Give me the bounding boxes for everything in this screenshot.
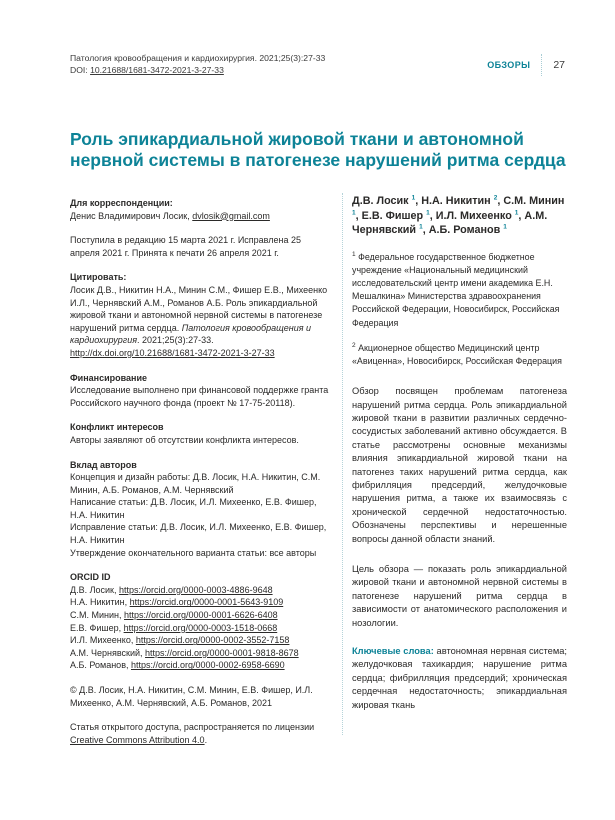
orcid-section: [70, 571, 332, 672]
doi-link[interactable]: 10.21688/1681-3472-2021-3-27-33: [90, 65, 224, 75]
orcid-entry: [70, 596, 332, 609]
keywords-block: [352, 645, 567, 712]
correspondence-heading: Для корреспонденции:: [70, 198, 173, 208]
correspondence-email-link[interactable]: dvlosik@gmail.com: [192, 210, 270, 221]
cite-doi-line: [70, 347, 332, 360]
author-affiliation-superscript: 2: [493, 194, 498, 202]
orcid-author-name: А.М. Чернявский,: [70, 647, 146, 658]
correspondence-name: Денис Владимирович Лосик,: [70, 210, 193, 221]
author-affiliation-superscript: 1: [411, 194, 416, 202]
author-separator: ,: [415, 195, 422, 207]
citation-section: [70, 271, 332, 359]
right-column: [352, 194, 567, 712]
contrib-line: Концепция и дизайн работы: Д.В. Лосик, Н.А. Никитин, С.М. Минин, А.Б. Романов, А.М. Чернявский: [70, 472, 321, 495]
author-affiliation-superscript: 1: [352, 208, 356, 216]
coi-text: Авторы заявляют об отсутствии конфликта интересов.: [70, 434, 299, 445]
orcid-link[interactable]: https://orcid.org/0000-0001-6626-6408: [124, 610, 278, 621]
header-dotted-divider: [541, 54, 542, 76]
page-number: 27: [553, 59, 565, 71]
author-separator: ,: [422, 224, 429, 236]
affiliation: [352, 251, 567, 330]
author-contributions-section: [70, 459, 332, 560]
funding-text: Исследование выполнено при финансовой поддержке гранта Российского научного фонда (проект № 17-75-20118).: [70, 385, 329, 408]
orcid-entry: [70, 584, 332, 597]
contrib-lines: [70, 471, 332, 559]
author-separator: ,: [497, 195, 504, 207]
copyright-section: [70, 684, 332, 709]
license-link[interactable]: Creative Commons Attribution 4.0: [70, 734, 205, 745]
orcid-heading: ORCID ID: [70, 572, 111, 583]
author-affiliation-superscript: 1: [426, 208, 430, 216]
license-period: .: [204, 734, 208, 745]
author-affiliation-superscript: 1: [503, 223, 507, 231]
orcid-entry: [70, 609, 332, 622]
received-text: Поступила в редакцию 15 марта 2021 г. Исправлена 25 апреля 2021 г. Принята к печати 26 апреля 2021 г.: [70, 235, 301, 258]
section-label: ОБЗОРЫ: [487, 60, 531, 70]
keywords-label: Ключевые слова:: [352, 646, 434, 657]
author-name: С.М. Минин: [503, 195, 565, 207]
article-title: [70, 129, 570, 171]
affiliation-text: Акционерное общество Медицинский центр «Авиценна», Новосибирск, Российская Федерация: [352, 342, 562, 366]
cite-journal-name: Патология кровообращения и кардиохирургия: [70, 322, 312, 346]
received-section: [70, 234, 332, 259]
orcid-entry: [70, 634, 332, 647]
orcid-author-name: Д.В. Лосик,: [70, 584, 119, 595]
author-separator: ,: [355, 209, 362, 222]
author-name: Н.А. Никитин: [421, 195, 494, 207]
header-right-block: [487, 54, 565, 76]
author-name: А.Б. Романов: [428, 224, 504, 236]
orcid-author-name: С.М. Минин,: [70, 610, 124, 621]
orcid-entry: [70, 622, 332, 635]
author-name: А.М. Чернявский: [352, 209, 548, 236]
doi-line: [70, 64, 325, 76]
orcid-link[interactable]: https://orcid.org/0000-0003-4886-9648: [118, 584, 273, 595]
affiliations-list: [352, 251, 567, 369]
contrib-heading: Вклад авторов: [70, 459, 137, 470]
coi-heading: Конфликт интересов: [70, 422, 164, 433]
left-column: [70, 197, 332, 758]
conflict-of-interest-section: [70, 421, 332, 446]
cite-doi-link[interactable]: http://dx.doi.org/10.21688/1681-3472-2021-3-27-33: [70, 347, 275, 358]
author-name: И.Л. Михеенко: [435, 209, 515, 222]
license-text: Статья открытого доступа, распространяется по лицензии: [70, 722, 315, 733]
orcid-author-name: Н.А. Никитин,: [70, 597, 130, 608]
authors-list: [352, 194, 567, 238]
copyright-text: © Д.В. Лосик, Н.А. Никитин, С.М. Минин, Е.В. Фишер, И.Л. Михеенко, А.М. Чернявский, А.Б. Романов, 2021: [70, 685, 313, 708]
cite-body: [70, 284, 332, 347]
author-affiliation-superscript: 1: [514, 208, 519, 216]
column-dotted-divider: [342, 193, 343, 735]
affiliation-superscript: 2: [352, 341, 356, 349]
author-name: Е.В. Фишер: [361, 209, 427, 222]
funding-heading: Финансирование: [70, 372, 148, 383]
author-separator: ,: [429, 209, 436, 222]
cite-heading: Цитировать:: [70, 272, 127, 283]
cite-text: Лосик Д.В., Никитин Н.А., Минин С.М., Фишер Е.В., Михеенко И.Л., Чернявский А.М., Романов А.Б. Роль эпикардиальной жировой ткани и автономной нервной системы в патогенезе нарушений ритма сердца.: [70, 284, 328, 333]
journal-reference-block: [70, 52, 325, 76]
orcid-author-name: А.Б. Романов,: [70, 660, 131, 671]
keywords-text: автономная нервная система; желудочковая тахикардия; нарушение ритма сердца; фибрилляция предсердий; хроническая сердечная недостаточность; эпикардиальная жировая ткань: [352, 646, 567, 710]
abstract-paragraph-2: Цель обзора — показать роль эпикардиальной жировой ткани и автономной нервной системы в патогенезе нарушений ритма сердца в зависимости от анатомического расположения и нозологии.: [352, 564, 567, 628]
orcid-link[interactable]: https://orcid.org/0000-0001-5643-9109: [129, 597, 284, 608]
correspondence-section: [70, 197, 332, 222]
correspondence-line: [70, 210, 332, 223]
orcid-author-name: И.Л. Михеенко,: [70, 635, 136, 646]
orcid-list: [70, 584, 332, 672]
orcid-link[interactable]: https://orcid.org/0000-0001-9818-8678: [145, 647, 299, 658]
funding-section: [70, 372, 332, 410]
author-name: Д.В. Лосик: [352, 195, 412, 207]
doi-prefix: DOI:: [70, 65, 91, 75]
orcid-link[interactable]: https://orcid.org/0000-0002-3552-7158: [135, 635, 290, 646]
orcid-author-name: Е.В. Фишер,: [70, 622, 124, 633]
affiliation-superscript: 1: [352, 250, 356, 258]
orcid-entry: [70, 659, 332, 672]
orcid-link[interactable]: https://orcid.org/0000-0002-6958-6690: [130, 660, 285, 671]
affiliation-text: Федеральное государственное бюджетное учреждение «Национальный медицинский исследовательский центр имени академика Е.Н. Мешалкина» Министерства здравоохранения Российской Федерации, Новосибирск, Российская Федерация: [352, 251, 560, 328]
article-title-line1: Роль эпикардиальной жировой ткани и автономной: [70, 129, 524, 149]
orcid-entry: [70, 647, 332, 660]
journal-reference: Патология кровообращения и кардиохирургия. 2021;25(3):27-33: [70, 53, 326, 63]
article-title-line2: нервной системы в патогенезе нарушений ритма сердца: [70, 150, 566, 170]
author-separator: ,: [518, 209, 525, 222]
author-affiliation-superscript: 1: [419, 223, 423, 231]
orcid-link[interactable]: https://orcid.org/0000-0003-1518-0668: [123, 622, 278, 633]
contrib-line: Написание статьи: Д.В. Лосик, И.Л. Михеенко, Е.В. Фишер, Н.А. Никитин: [70, 497, 317, 520]
affiliation: [352, 342, 567, 368]
license-section: [70, 721, 332, 746]
page-header: [70, 52, 565, 76]
cite-tail: . 2021;25(3):27-33.: [137, 335, 214, 346]
contrib-line: Утверждение окончательного варианта статьи: все авторы: [70, 547, 317, 558]
abstract-paragraph-1: Обзор посвящен проблемам патогенеза нарушений ритма сердца. Роль эпикардиальной жировой ткани в развитии различных сердечно-сосудистых заболеваний активно обсуждается. В статье рассмотрены основные механизмы влияния эпикардиальной жировой ткани на патогенез таких нарушений ритма сердца, как фибрилляция предсердий, желудочковые нарушения ритма, а также их взаимосвязь с хронической сердечной недостаточностью. Обозначены перспективы и нерешенные вопросы данной области знаний.: [352, 386, 567, 544]
contrib-line: Исправление статьи: Д.В. Лосик, И.Л. Михеенко, Е.В. Фишер, Н.А. Никитин: [70, 522, 327, 546]
